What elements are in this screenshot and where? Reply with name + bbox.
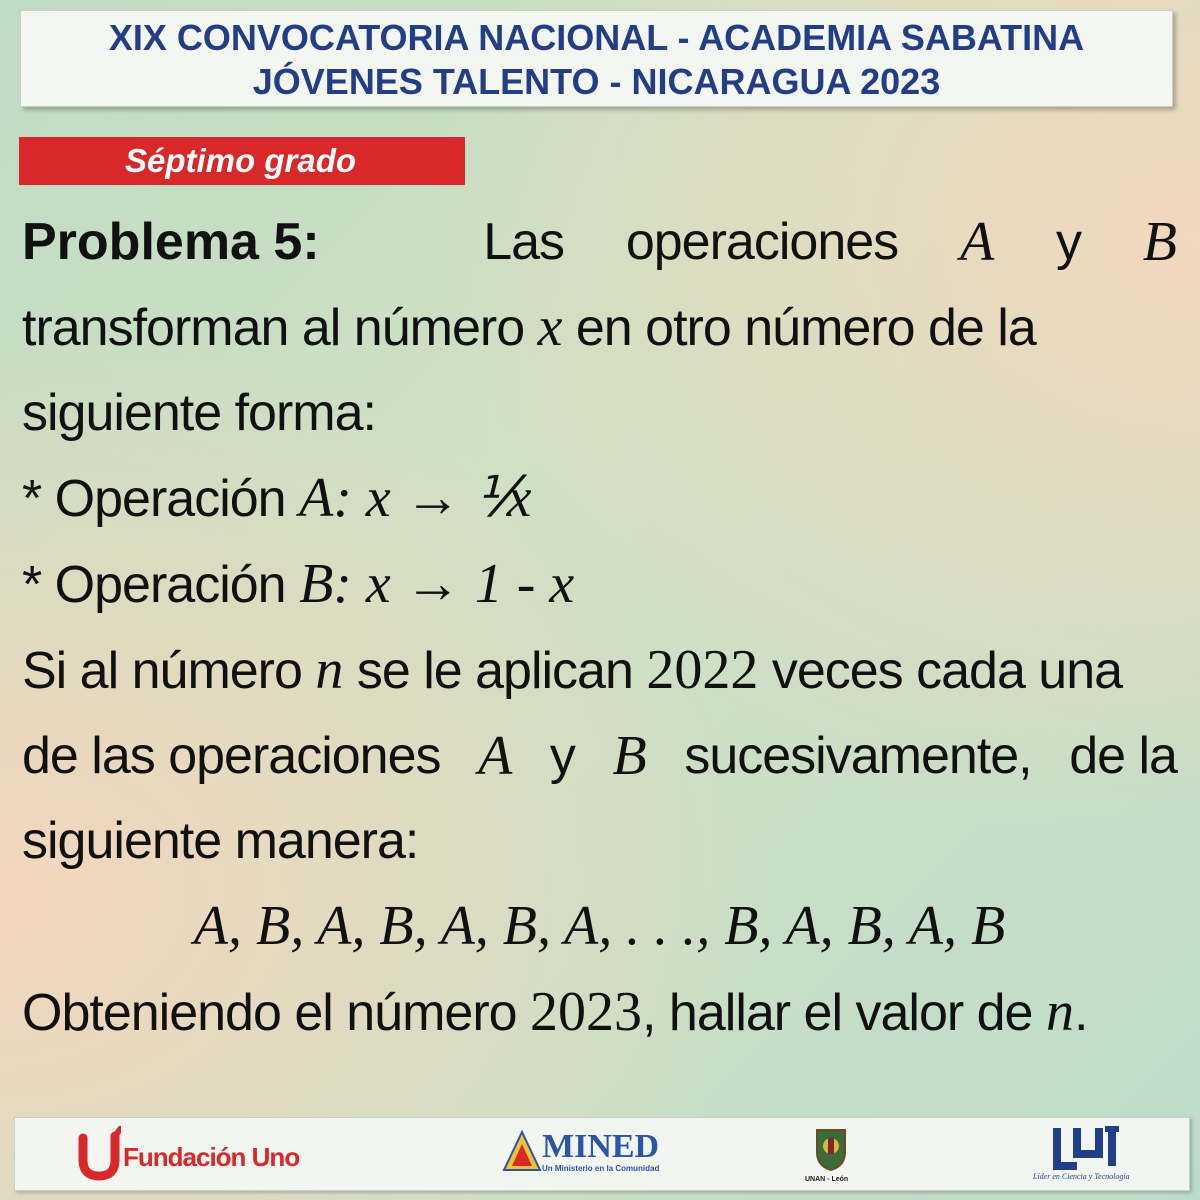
sequence-formula: A, B, A, B, A, B, A, . . ., B, A, B, A, B [193, 895, 1006, 957]
text-segment: Obteniendo el número [22, 984, 517, 1042]
operation-a-formula: A: x → ⅟x [299, 467, 532, 529]
text-segment: , hallar el valor de [642, 984, 1033, 1042]
mined-text: MINED [542, 1128, 660, 1165]
text-segment: veces cada una [771, 642, 1123, 700]
footer-logos [14, 1117, 1190, 1191]
unan-seal-icon [811, 1126, 851, 1172]
text-segment: de la [1069, 727, 1177, 785]
problem-line-7 [22, 714, 1177, 799]
lct-logo [1033, 1126, 1143, 1182]
number-2023: 2023 [530, 981, 643, 1043]
word-y: y [1055, 213, 1081, 271]
lct-subtitle: Líder en Ciencia y Tecnología [1033, 1172, 1130, 1181]
text-segment: sucesivamente, [684, 727, 1032, 785]
header-line-1: XIX CONVOCATORIA NACIONAL - ACADEMIA SABATINA [108, 17, 1085, 58]
mined-triangle-icon [502, 1130, 542, 1178]
grade-banner: Séptimo grado [19, 137, 465, 185]
lct-mark-icon [1053, 1126, 1123, 1170]
var-b: B [612, 725, 647, 787]
operation-a [22, 456, 1177, 542]
header-box [20, 10, 1173, 107]
problem-line-2 [22, 285, 1177, 371]
operation-b [22, 542, 1177, 628]
text-segment: en otro número de la [575, 299, 1036, 357]
operation-b-formula: B: x → 1 - x [299, 553, 575, 615]
problem-title: Problema 5: [22, 213, 320, 271]
mined-logo [502, 1126, 672, 1182]
fundacion-uno-text: Fundación Uno [123, 1142, 300, 1172]
problem-line-3: siguiente forma: [22, 384, 376, 442]
problem-text [22, 200, 1177, 1056]
var-a: A [959, 211, 995, 273]
mined-subtitle: Un Ministerio en la Comunidad [542, 1164, 660, 1173]
problem-line-10 [22, 970, 1177, 1056]
operation-label: * Operación [22, 556, 286, 614]
text-segment: transforman al número [22, 299, 525, 357]
word-operaciones: operaciones [625, 213, 899, 271]
var-a: A [478, 725, 513, 787]
var-n: n [315, 639, 344, 701]
operation-sequence [22, 884, 1177, 970]
text-segment: de las operaciones [22, 727, 441, 785]
problem-line-1 [22, 200, 1177, 285]
problem-line-8: siguiente manera: [22, 812, 419, 870]
number-2022: 2022 [646, 639, 759, 701]
fundacion-uno-logo [77, 1126, 337, 1182]
var-x: x [537, 296, 563, 358]
problem-line-6 [22, 628, 1177, 714]
operation-label: * Operación [22, 470, 286, 528]
fundacion-uno-mark-icon [77, 1126, 121, 1182]
unan-leon-logo [805, 1126, 865, 1182]
header-line-2: JÓVENES TALENTO - NICARAGUA 2023 [252, 61, 941, 102]
word-las: Las [483, 213, 565, 271]
text-segment: Si al número [22, 642, 302, 700]
unan-text: UNAN - León [805, 1176, 849, 1183]
text-segment: se le aplican [356, 642, 633, 700]
var-b: B [1142, 211, 1177, 273]
var-n: n [1045, 981, 1074, 1043]
word-y: y [549, 727, 575, 785]
period: . [1073, 984, 1088, 1042]
